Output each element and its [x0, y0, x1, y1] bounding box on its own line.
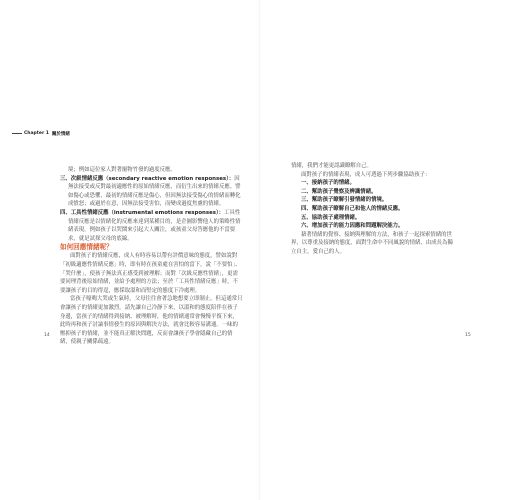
list-item-4-label: 四、工具性情緒反應（instrumental emotions responses）： [60, 209, 225, 216]
list-item-3 [60, 175, 243, 209]
left-page-text [60, 166, 243, 347]
paragraph-continued: 境；例如這位家人對著寵物竹發的過度反應。 [68, 167, 176, 173]
paragraph-closing: 藉著情緒的覺察、接納與理解的方法，和孩子一起探索情緒的世界，以尊重及接納的態度，面對生命中不同風貌的情緒，由成長為獨立自主，愛自己的人。 [291, 231, 453, 255]
section-heading: 如何回應情緒呢？ [60, 243, 113, 252]
paragraph-1: 面對孩子的情緒反應，成人有時容易以帶有評價意味的態度，譬如說對「初級適應性情緒反應」時，即有時在孩童處在害怕的當下，說「不要怕」、「哭什麼」，使孩子無法真正感受到被理解；而對「次級反應性情緒」，更需要同理背後原始情緒，並給予處理的方法；至於「工具性情緒反應」時，不要讓孩子的目的得逞，應採取溫和而堅定的態度下冷處理。 [60, 253, 241, 294]
list-item: 一、接納孩子的情緒。 [301, 180, 355, 187]
list-item: 六、增加孩子的能力因應和問題解決能力。 [301, 223, 404, 230]
steps-list [291, 179, 453, 231]
chapter-rule [12, 133, 22, 134]
list-item: 三、幫助孩子瞭解引發情緒的情境。 [301, 197, 388, 204]
list-item-4-body: 工具性情緒反應是以情緒化的反應來達到某種目的，是企圖影響他人的策略性情緒表現。例如孩子以哭鬧來引起大人關注，或孩童父母答應他的不當要求，就是試探父母的底線。 [68, 209, 241, 242]
chapter-tab [12, 129, 70, 138]
chapter-title: 關於情緒 [51, 131, 70, 137]
list-item: 五、協助孩子處理情緒。 [301, 214, 361, 221]
list-item-3-body: 因無法接受或反對最初適應性的原始情緒反應，而衍生出來的情緒反應。譬如傷心或恐懼，最初的情緒反應是傷心，但因無法接受傷心的情緒而轉化成憤怒；或過於在意，因無法接受害怕，而變成過度焦慮的情緒。 [68, 175, 241, 208]
paragraph-2: 當孩子嚎啕大哭或生氣時，父母往往會著急地想要立即制止，但這通常只會讓孩子的情緒更加激烈。請先讓自己冷靜下來，以溫和的態度陪伴在孩子身邊，當孩子的情緒得到接納、被理解時，他的情緒通常會慢慢平復下來，此時再和孩子討論事情發生的原因與解決方法，就會比較容易溝通。一味的壓抑孩子的情緒，並不能真正解決問題，反而會讓孩子學會隱藏自己的情緒，使親子關係疏遠。 [60, 296, 243, 346]
chapter-label: Chapter 1 [24, 131, 49, 136]
paragraph-continued: 情緒，我們才能更認識瞭解自己。 [291, 163, 372, 169]
list-item: 二、幫助孩子覺察及辨識情緒。 [301, 188, 377, 195]
right-page-text [291, 162, 453, 257]
list-item-3-label: 三、次級情緒反應（secondary reactive emotion responses）： [60, 175, 235, 182]
page-number-right: 15 [465, 333, 471, 338]
paragraph-intro: 面對孩子的情緒表現，成人可透過下列步驟協助孩子： [301, 171, 431, 178]
list-item-4 [60, 209, 243, 243]
list-item: 四、幫助孩子瞭解自己和他人的情緒反應。 [301, 205, 404, 212]
book-gutter [259, 0, 261, 500]
page-number-left: 14 [44, 333, 50, 338]
